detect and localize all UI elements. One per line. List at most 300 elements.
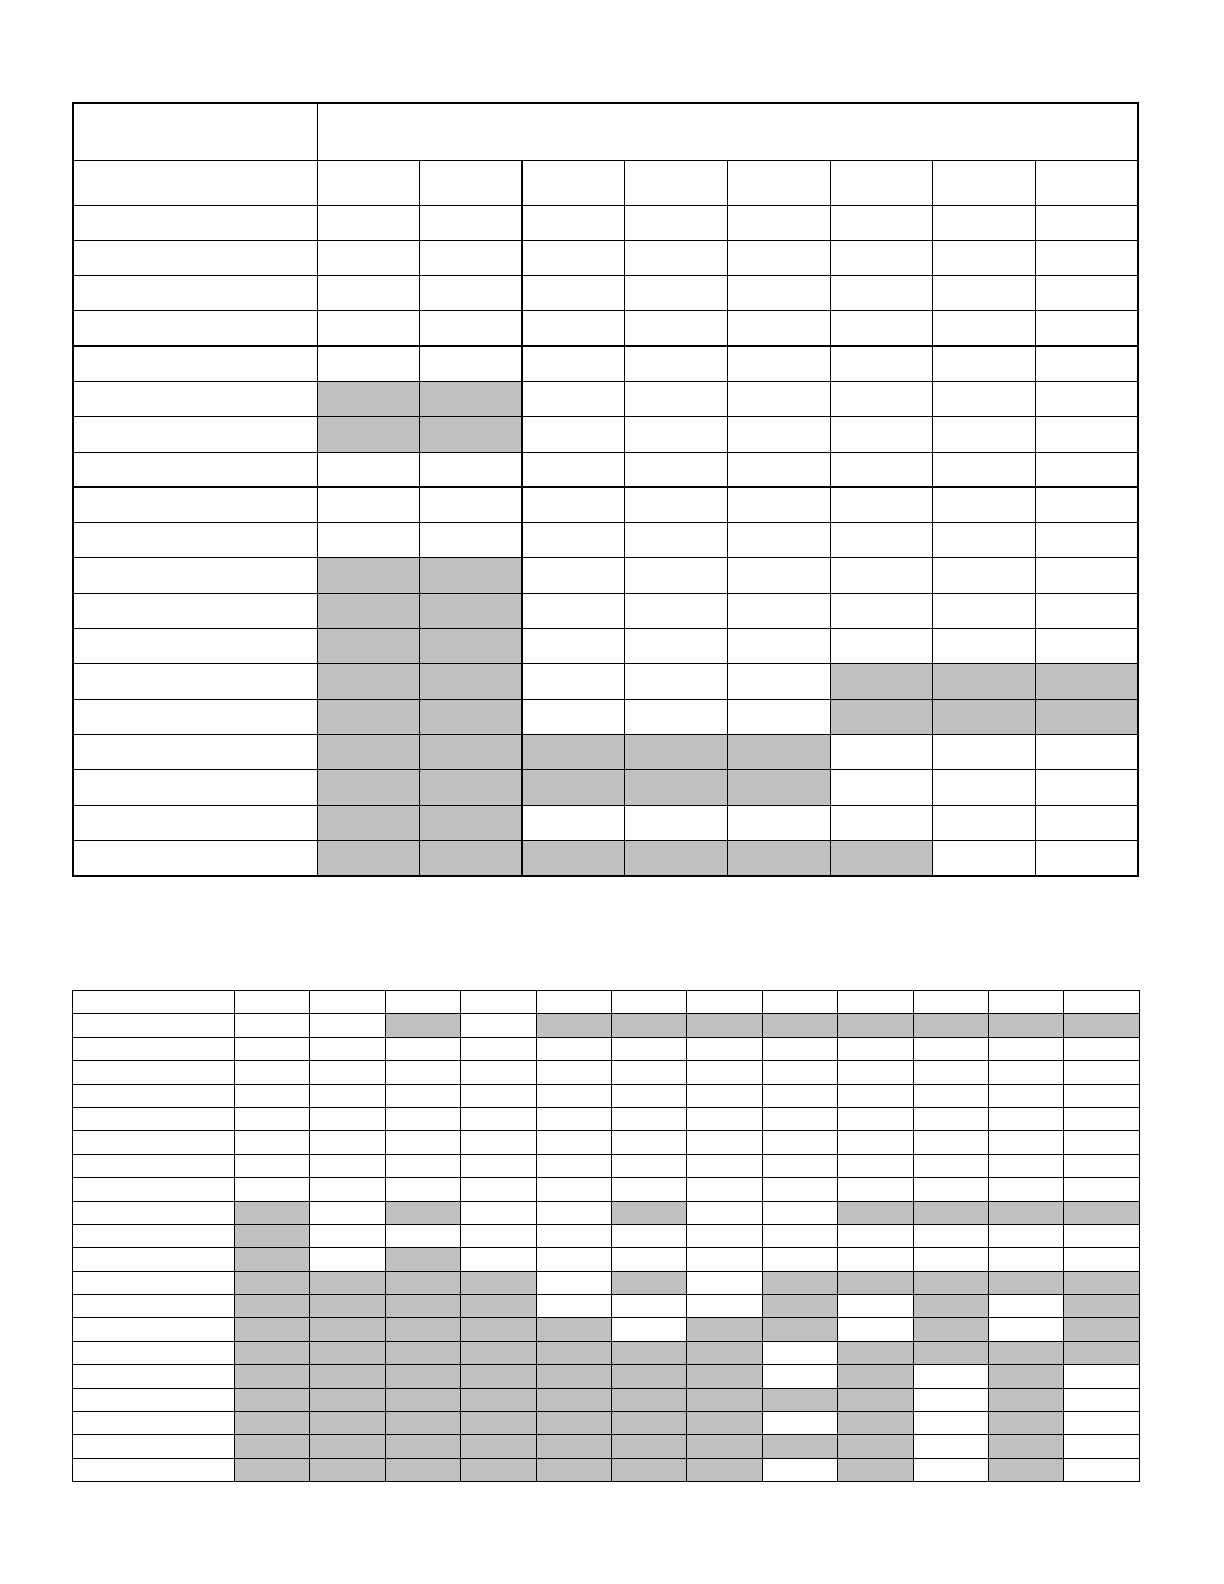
lower-grid-row [73, 1201, 1140, 1224]
upper-grid-cell [728, 276, 831, 311]
lower-grid-cell [536, 1201, 611, 1224]
upper-grid-cell [420, 205, 523, 240]
lower-grid-cell [536, 1178, 611, 1201]
upper-grid-cell [830, 417, 933, 452]
upper-grid-cell [317, 523, 420, 558]
upper-grid-cell [933, 770, 1036, 805]
lower-grid-shaded-cell [310, 1412, 385, 1435]
lower-grid-row [73, 1388, 1140, 1411]
upper-grid-cell [933, 240, 1036, 275]
upper-grid-cell [1035, 452, 1138, 487]
lower-grid-cell [838, 1084, 913, 1107]
upper-grid-cell [728, 664, 831, 699]
lower-grid-cell [1064, 1107, 1139, 1130]
lower-grid-cell [536, 1224, 611, 1247]
lower-grid-shaded-cell [687, 1341, 762, 1364]
lower-grid-shaded-cell [385, 1388, 460, 1411]
lower-grid-cell [536, 1248, 611, 1271]
upper-grid-cell [1035, 346, 1138, 381]
upper-grid-cell [1035, 487, 1138, 522]
upper-grid-cell [933, 205, 1036, 240]
lower-grid-shaded-cell [385, 1318, 460, 1341]
lower-grid-row [73, 1295, 1140, 1318]
upper-grid-cell [1035, 311, 1138, 346]
lower-grid-cell [536, 991, 611, 1014]
lower-grid-cell [1064, 1248, 1139, 1271]
upper-grid-cell [625, 417, 728, 452]
lower-grid-cell [762, 1061, 837, 1084]
upper-grid-cell [317, 487, 420, 522]
lower-grid-cell [461, 1061, 536, 1084]
upper-grid-cell [830, 240, 933, 275]
lower-grid-shaded-cell [310, 1318, 385, 1341]
upper-grid-corner-cell [73, 103, 317, 160]
upper-grid-cell [728, 381, 831, 416]
lower-grid-shaded-cell [687, 1318, 762, 1341]
lower-grid-cell [687, 1107, 762, 1130]
upper-grid-cell [420, 487, 523, 522]
lower-grid-shaded-cell [762, 1318, 837, 1341]
upper-grid-row [73, 840, 1138, 875]
lower-grid-shaded-cell [988, 1458, 1063, 1481]
lower-grid-cell [1064, 1178, 1139, 1201]
lower-grid-shaded-cell [611, 1271, 686, 1294]
upper-grid-shaded-cell [1035, 699, 1138, 734]
lower-grid-cell [762, 1107, 837, 1130]
lower-grid-shaded-cell [611, 1388, 686, 1411]
lower-grid-cell [687, 1248, 762, 1271]
upper-grid-row [73, 417, 1138, 452]
lower-grid-row-label-cell [73, 1107, 235, 1130]
lower-grid-cell [913, 1365, 988, 1388]
upper-grid-cell [830, 629, 933, 664]
upper-grid-cell [1035, 734, 1138, 769]
lower-grid-cell [913, 1458, 988, 1481]
lower-grid-cell [687, 1154, 762, 1177]
lower-grid-row [73, 1178, 1140, 1201]
lower-grid-cell [1064, 1084, 1139, 1107]
lower-grid-cell [611, 1131, 686, 1154]
upper-grid-cell [830, 593, 933, 628]
upper-grid-cell [933, 805, 1036, 840]
upper-grid-cell [933, 629, 1036, 664]
lower-grid-cell [988, 1224, 1063, 1247]
lower-grid-cell [536, 1084, 611, 1107]
lower-grid-cell [913, 1224, 988, 1247]
lower-grid-cell [461, 1248, 536, 1271]
lower-grid-shaded-cell [461, 1271, 536, 1294]
upper-grid-shaded-cell [625, 840, 728, 875]
lower-grid-shaded-cell [385, 1201, 460, 1224]
lower-grid-shaded-cell [310, 1341, 385, 1364]
lower-grid-cell [838, 1037, 913, 1060]
lower-grid-row [73, 991, 1140, 1014]
upper-grid-cell [728, 699, 831, 734]
upper-grid-cell [317, 346, 420, 381]
lower-grid-shaded-cell [838, 1271, 913, 1294]
lower-grid-row-label-cell [73, 1201, 235, 1224]
lower-grid-cell [838, 1318, 913, 1341]
lower-grid-shaded-cell [536, 1435, 611, 1458]
lower-grid-cell [536, 1154, 611, 1177]
upper-grid-cell [522, 487, 625, 522]
lower-grid-row-label-cell [73, 1248, 235, 1271]
lower-grid-shaded-cell [687, 1365, 762, 1388]
lower-grid-cell [461, 1131, 536, 1154]
lower-grid-shaded-cell [536, 1412, 611, 1435]
upper-grid-row-label-cell [73, 487, 317, 522]
upper-grid-row [73, 664, 1138, 699]
lower-grid-shaded-cell [310, 1458, 385, 1481]
upper-grid-shaded-cell [830, 840, 933, 875]
lower-grid-row [73, 1458, 1140, 1481]
upper-grid-shaded-cell [420, 417, 523, 452]
lower-grid-cell [385, 1061, 460, 1084]
lower-grid-cell [385, 991, 460, 1014]
lower-grid-shaded-cell [988, 1388, 1063, 1411]
upper-grid-cell [625, 276, 728, 311]
upper-grid-cell [830, 276, 933, 311]
lower-grid-shaded-cell [762, 1388, 837, 1411]
lower-grid-cell [235, 1084, 310, 1107]
upper-grid-shaded-cell [317, 664, 420, 699]
lower-grid-body [73, 991, 1140, 1482]
lower-grid-shaded-cell [385, 1341, 460, 1364]
lower-grid-cell [310, 1154, 385, 1177]
lower-grid-cell [762, 1412, 837, 1435]
lower-grid-cell [838, 1131, 913, 1154]
lower-grid-shaded-cell [536, 1014, 611, 1037]
upper-grid-cell [625, 240, 728, 275]
upper-grid-cell [728, 487, 831, 522]
lower-grid-shaded-cell [838, 1458, 913, 1481]
lower-grid-cell [838, 1178, 913, 1201]
upper-grid-column-header-cell [830, 160, 933, 205]
upper-grid-cell [625, 629, 728, 664]
upper-grid-row-label-cell [73, 840, 317, 875]
upper-grid-shaded-cell [522, 840, 625, 875]
lower-grid-row-label-cell [73, 1388, 235, 1411]
upper-grid-shaded-cell [728, 770, 831, 805]
upper-grid-cell [1035, 205, 1138, 240]
lower-grid-cell [687, 1224, 762, 1247]
lower-grid-cell [762, 1201, 837, 1224]
lower-grid-cell [1064, 1365, 1139, 1388]
lower-grid-shaded-cell [611, 1412, 686, 1435]
lower-grid-shaded-cell [385, 1271, 460, 1294]
lower-grid-cell [838, 1061, 913, 1084]
lower-grid-cell [762, 1365, 837, 1388]
lower-grid-cell [310, 1201, 385, 1224]
lower-grid-shaded-cell [988, 1435, 1063, 1458]
upper-grid-cell [1035, 805, 1138, 840]
lower-grid-shaded-cell [762, 1271, 837, 1294]
lower-grid-cell [385, 1154, 460, 1177]
upper-grid-shaded-cell [420, 699, 523, 734]
lower-grid-cell [235, 1061, 310, 1084]
lower-grid-shaded-cell [310, 1435, 385, 1458]
lower-grid-cell [687, 991, 762, 1014]
upper-grid-cell [522, 346, 625, 381]
lower-grid-shaded-cell [235, 1412, 310, 1435]
upper-grid-row [73, 346, 1138, 381]
lower-grid-shaded-cell [611, 1435, 686, 1458]
lower-grid-cell [913, 991, 988, 1014]
lower-grid-cell [988, 1295, 1063, 1318]
lower-grid-cell [687, 1061, 762, 1084]
upper-grid-cell [317, 311, 420, 346]
upper-grid-cell [625, 558, 728, 593]
upper-grid-cell [728, 805, 831, 840]
upper-grid-shaded-cell [1035, 664, 1138, 699]
lower-grid-cell [536, 1107, 611, 1130]
lower-grid-cell [687, 1037, 762, 1060]
upper-grid-shaded-cell [317, 381, 420, 416]
lower-grid-shaded-cell [687, 1388, 762, 1411]
lower-grid-cell [988, 1178, 1063, 1201]
lower-grid-shaded-cell [1064, 1201, 1139, 1224]
upper-grid-cell [522, 452, 625, 487]
lower-grid-row [73, 1154, 1140, 1177]
lower-grid-shaded-cell [461, 1341, 536, 1364]
lower-grid-shaded-cell [988, 1014, 1063, 1037]
upper-grid-row-label-cell [73, 346, 317, 381]
upper-grid-shaded-cell [317, 417, 420, 452]
upper-grid-shaded-cell [728, 840, 831, 875]
upper-grid-shaded-cell [420, 770, 523, 805]
lower-grid-cell [1064, 1154, 1139, 1177]
upper-grid-cell [1035, 593, 1138, 628]
lower-grid-row [73, 1037, 1140, 1060]
upper-grid-subheader-label-cell [73, 160, 317, 205]
lower-grid-cell [988, 1154, 1063, 1177]
upper-grid-cell [830, 346, 933, 381]
lower-grid-cell [762, 991, 837, 1014]
lower-grid-cell [611, 991, 686, 1014]
upper-grid-cell [830, 770, 933, 805]
upper-grid-cell [522, 699, 625, 734]
lower-grid-row [73, 1014, 1140, 1037]
lower-grid-row-label-cell [73, 1365, 235, 1388]
lower-grid-row [73, 1365, 1140, 1388]
upper-grid-cell [625, 523, 728, 558]
upper-grid-cell [420, 276, 523, 311]
lower-grid-cell [762, 1248, 837, 1271]
upper-grid-shaded-cell [317, 840, 420, 875]
lower-grid-shaded-cell [611, 1365, 686, 1388]
upper-grid-shaded-cell [625, 734, 728, 769]
lower-grid-shaded-cell [913, 1341, 988, 1364]
upper-grid-cell [728, 452, 831, 487]
upper-grid-cell [830, 452, 933, 487]
lower-grid-cell [913, 1154, 988, 1177]
lower-grid-cell [611, 1318, 686, 1341]
upper-grid-cell [317, 240, 420, 275]
lower-grid-cell [461, 1084, 536, 1107]
lower-grid-shaded-cell [385, 1435, 460, 1458]
lower-grid-shaded-cell [461, 1435, 536, 1458]
lower-grid-cell [310, 1084, 385, 1107]
lower-grid-shaded-cell [536, 1318, 611, 1341]
lower-grid-shaded-cell [838, 1014, 913, 1037]
lower-grid-cell [1064, 1412, 1139, 1435]
lower-grid-row [73, 1318, 1140, 1341]
upper-grid-row-label-cell [73, 734, 317, 769]
lower-grid-shaded-cell [913, 1295, 988, 1318]
upper-grid-cell [317, 276, 420, 311]
lower-grid-row [73, 1435, 1140, 1458]
lower-grid-cell [235, 1014, 310, 1037]
lower-grid-cell [310, 1248, 385, 1271]
lower-grid-shaded-cell [461, 1412, 536, 1435]
lower-grid-shaded-cell [687, 1435, 762, 1458]
upper-grid-column-header-cell [728, 160, 831, 205]
lower-grid-row [73, 1131, 1140, 1154]
lower-grid-cell [310, 1131, 385, 1154]
lower-grid-table [72, 990, 1140, 1482]
lower-grid-shaded-cell [838, 1388, 913, 1411]
upper-grid-cell [625, 487, 728, 522]
upper-grid-cell [522, 417, 625, 452]
lower-grid-cell [536, 1037, 611, 1060]
lower-grid-cell [1064, 1458, 1139, 1481]
upper-grid-cell [728, 311, 831, 346]
lower-grid-row-label-cell [73, 1014, 235, 1037]
upper-grid-cell [420, 311, 523, 346]
upper-grid-row [73, 240, 1138, 275]
upper-grid-cell [933, 840, 1036, 875]
lower-grid-cell [235, 1107, 310, 1130]
upper-grid-column-header-cell [420, 160, 523, 205]
lower-grid-cell [536, 1295, 611, 1318]
lower-grid-shaded-cell [988, 1341, 1063, 1364]
upper-grid-row-label-cell [73, 699, 317, 734]
lower-grid-shaded-cell [235, 1435, 310, 1458]
lower-grid-row-label-cell [73, 1154, 235, 1177]
lower-grid-shaded-cell [461, 1318, 536, 1341]
lower-grid-cell [913, 1388, 988, 1411]
upper-grid-row [73, 205, 1138, 240]
upper-grid-row [73, 558, 1138, 593]
lower-grid-row-label-cell [73, 1295, 235, 1318]
lower-grid-cell [838, 1107, 913, 1130]
lower-grid-shaded-cell [838, 1341, 913, 1364]
upper-grid-row [73, 523, 1138, 558]
lower-grid-shaded-cell [310, 1388, 385, 1411]
lower-grid-shaded-cell [536, 1458, 611, 1481]
upper-grid-row-label-cell [73, 240, 317, 275]
upper-grid-column-header-cell [522, 160, 625, 205]
upper-grid-row [73, 770, 1138, 805]
lower-grid-cell [310, 1014, 385, 1037]
upper-grid-shaded-cell [830, 664, 933, 699]
lower-grid-row-label-cell [73, 1037, 235, 1060]
lower-grid-cell [310, 1061, 385, 1084]
upper-grid-body [73, 103, 1138, 876]
upper-grid-row-label-cell [73, 311, 317, 346]
lower-grid-shaded-cell [838, 1435, 913, 1458]
lower-grid-cell [762, 1037, 837, 1060]
lower-grid-cell [461, 1014, 536, 1037]
lower-grid-shaded-cell [913, 1318, 988, 1341]
lower-grid-shaded-cell [611, 1458, 686, 1481]
upper-grid-cell [933, 276, 1036, 311]
lower-grid-cell [461, 991, 536, 1014]
upper-grid-cell [728, 558, 831, 593]
lower-grid-cell [687, 1295, 762, 1318]
upper-grid-cell [625, 593, 728, 628]
lower-grid-shaded-cell [838, 1201, 913, 1224]
lower-grid-cell [913, 1435, 988, 1458]
lower-grid-shaded-cell [988, 1271, 1063, 1294]
upper-grid-cell [420, 523, 523, 558]
lower-grid-cell [1064, 1435, 1139, 1458]
upper-grid-shaded-cell [420, 734, 523, 769]
lower-grid-shaded-cell [385, 1458, 460, 1481]
upper-grid-cell [625, 699, 728, 734]
upper-grid-row [73, 593, 1138, 628]
upper-grid-shaded-cell [625, 770, 728, 805]
upper-grid-cell [1035, 417, 1138, 452]
lower-grid-cell [913, 1084, 988, 1107]
lower-grid-cell [988, 1248, 1063, 1271]
upper-grid-shaded-cell [420, 805, 523, 840]
lower-grid-row [73, 1084, 1140, 1107]
lower-grid-shaded-cell [687, 1458, 762, 1481]
lower-grid-cell [536, 1131, 611, 1154]
lower-grid-cell [838, 1295, 913, 1318]
lower-grid-row-label-cell [73, 1412, 235, 1435]
lower-grid-cell [536, 1061, 611, 1084]
upper-grid-cell [625, 311, 728, 346]
lower-grid-cell [611, 1154, 686, 1177]
lower-grid-shaded-cell [385, 1365, 460, 1388]
upper-grid-cell [933, 417, 1036, 452]
lower-grid-cell [310, 1037, 385, 1060]
lower-grid-cell [611, 1178, 686, 1201]
lower-grid-cell [235, 1131, 310, 1154]
upper-grid-row-label-cell [73, 523, 317, 558]
lower-grid-cell [385, 1178, 460, 1201]
upper-grid-cell [522, 240, 625, 275]
lower-grid-shaded-cell [461, 1388, 536, 1411]
lower-grid-cell [385, 1224, 460, 1247]
lower-grid-row-label-cell [73, 991, 235, 1014]
upper-grid-cell [522, 593, 625, 628]
lower-grid-cell [762, 1154, 837, 1177]
upper-grid-cell [522, 558, 625, 593]
upper-grid-cell [933, 734, 1036, 769]
lower-grid-row-label-cell [73, 1271, 235, 1294]
upper-grid-cell [933, 487, 1036, 522]
lower-grid-shaded-cell [461, 1458, 536, 1481]
lower-grid-cell [913, 1131, 988, 1154]
lower-grid-row [73, 1224, 1140, 1247]
lower-grid-cell [762, 1458, 837, 1481]
lower-grid-shaded-cell [235, 1271, 310, 1294]
lower-grid-row-label-cell [73, 1084, 235, 1107]
upper-grid-row-label-cell [73, 593, 317, 628]
lower-grid-shaded-cell [988, 1412, 1063, 1435]
upper-grid-cell [522, 276, 625, 311]
lower-grid-cell [988, 1037, 1063, 1060]
upper-grid-shaded-cell [317, 699, 420, 734]
upper-grid-shaded-cell [317, 629, 420, 664]
upper-grid-shaded-cell [317, 770, 420, 805]
lower-grid-cell [1064, 991, 1139, 1014]
upper-grid-column-header-cell [1035, 160, 1138, 205]
upper-grid-row-label-cell [73, 276, 317, 311]
